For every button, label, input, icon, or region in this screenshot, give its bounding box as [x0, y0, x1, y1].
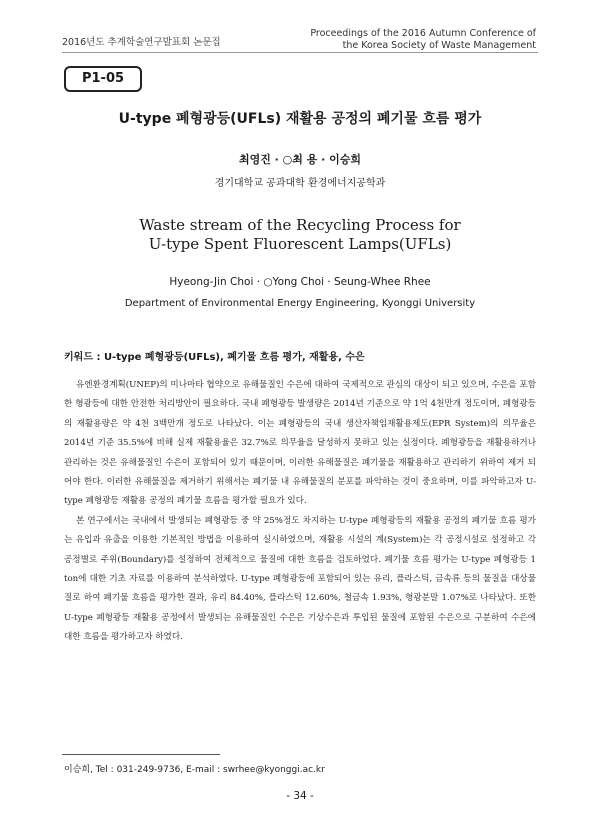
- authors-ko: 최영진 · ○최 용 · 이승희: [238, 153, 362, 166]
- authors-en: Hyeong-Jin Choi · ○Yong Choi · Seung-Whee Rhee: [169, 276, 431, 288]
- footnote-divider: [62, 754, 220, 755]
- header-conference-en-line1: Proceedings of the 2016 Autumn Conference of: [310, 28, 536, 39]
- affiliation-en: Department of Environmental Energy Engineering, Kyonggi University: [124, 298, 476, 309]
- footnote-contact: 이승희, Tel : 031-249-9736, E-mail : swrhee@kyonggi.ac.kr: [64, 765, 325, 775]
- paper-code-badge: P1-05: [64, 66, 142, 92]
- header-conference-en-line2: the Korea Society of Waste Management: [342, 40, 536, 51]
- page-number: - 34 -: [286, 790, 314, 802]
- abstract-paragraph-1: 유엔환경계획(UNEP)의 미나마타 협약으로 유해물질인 수은에 대하여 국제적으로 관심의 대상이 되고 있으며, 수은을 포함한 형광등에 대한 안전한 처리방안이 필요하다. 국내 폐형광등 발생량은 2014년 기준으로 약 1억 4천만개 정도이며, 폐형광등의 재활용량은 약 4천 3백만개 정도로 나타났다. 이는 폐형광등의 국내 생산자책임재활용제도(EPR System)의 의무율은 2014년 기준 35.5%에 비해 실제 재활용율은 32.7%로 의무율을 달성하지 못하고 있는 실정이다. 폐형광등을 재활용하거나 관리하는 것은 유해물질인 수은이 포함되어 있기 때문이며, 이러한 유해물질은 폐기물을 재활용하고 관리하기 위하여 제거 되어야 한다. 이러한 유해물질을 제거하기 위해서는 폐기물 내 유해물질의 분포를 파악하는 것이 중요하며, 이를 파악하고자 U-type 폐형광등 재활용 공정의 폐기물 흐름을 평가할 필요가 있다.: [64, 380, 536, 507]
- paper-title-en-line1: Waste stream of the Recycling Process for: [139, 216, 461, 234]
- abstract-paragraph-2: 본 연구에서는 국내에서 발생되는 폐형광등 중 약 25%정도 차지하는 U-type 폐형광등의 재활용 공정의 폐기물 흐름 평가는 유입과 유출을 이용한 기본적인 방법을 이용하여 실시하였으며, 재활용 시설의 계(System)는 각 공정시설로 설정하고 각 공정별로 주위(Boundary)를 설정하여 전체적으로 물질에 대한 흐름을 검토하였다. 폐기물 흐름 평가는 U-type 폐형광등 1 ton에 대한 기초 자료를 이용하여 분석하였다. U-type 폐형광등에 포함되어 있는 유리, 플라스틱, 금속류 등의 물질을 대상물질로 하여 폐기물 흐름을 평가한 결과, 유리 84.40%, 플라스틱 12.60%, 철금속 1.93%, 형광분말 1.07%로 나타났다. 또한 U-type 폐형광등 재활용 공정에서 발생되는 유해물질인 수은은 기상수은과 투입된 물질에 포함된 수은으로 구분하여 수은에 대한 흐름을 평가하고자 하였다.: [64, 515, 536, 643]
- header-divider: [62, 52, 538, 53]
- header-conference-en: [310, 28, 536, 52]
- paper-title-en-line2: U-type Spent Fluorescent Lamps(UFLs): [148, 235, 452, 253]
- keywords: 키워드 : U-type 폐형광등(UFLs), 폐기물 흐름 평가, 재활용, 수은: [64, 352, 365, 363]
- paper-title-ko: U-type 폐형광등(UFLs) 재활용 공정의 폐기물 흐름 평가: [118, 111, 482, 127]
- abstract-body: [64, 376, 536, 648]
- paper-title-en: [0, 216, 600, 254]
- affiliation-ko: 경기대학교 공과대학 환경에너지공학과: [214, 178, 386, 189]
- header-conference-ko: 2016년도 추계학술연구발표회 논문집: [62, 37, 221, 48]
